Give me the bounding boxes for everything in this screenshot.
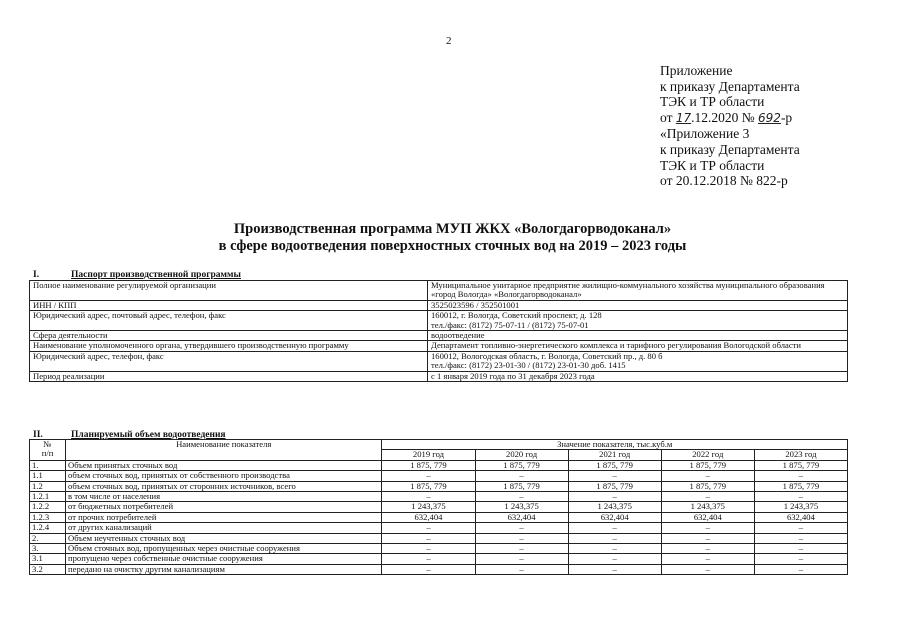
passport-value: с 1 января 2019 года по 31 декабря 2023 года (428, 371, 848, 381)
passport-row (30, 281, 848, 301)
header-year: 2019 год (382, 450, 475, 460)
row-number: 1. (30, 460, 66, 470)
row-value: 1 875, 779 (661, 460, 754, 470)
row-number: 1.1 (30, 471, 66, 481)
row-name: Объем принятых сточных вод (66, 460, 382, 470)
row-value: 1 875, 779 (475, 460, 568, 470)
passport-row (30, 331, 848, 341)
passport-value: Муниципальное унитарное предприятие жилищно-коммунального хозяйства муниципального образования «город Вологда» «Вологдагорводоканал» (428, 281, 848, 301)
section-1-heading (28, 270, 241, 280)
passport-label: Период реализации (30, 371, 428, 381)
row-value: – (754, 533, 847, 543)
row-name: пропущено через собственные очистные сооружения (66, 554, 382, 564)
passport-value: 160012, Вологодская область, г. Вологда, Советский пр., д. 80 б тел./факс: (8172) 23-01-30 / (8172) 23-01-30 доб. 1415 (428, 351, 848, 371)
row-value: – (661, 554, 754, 564)
row-value: 1 875, 779 (382, 481, 475, 491)
row-value: – (568, 471, 661, 481)
row-value: 1 875, 779 (754, 481, 847, 491)
row-value: – (568, 492, 661, 502)
row-number: 1.2.4 (30, 523, 66, 533)
row-name: объем сточных вод, принятых от сторонних источников, всего (66, 481, 382, 491)
passport-row (30, 300, 848, 310)
row-name: передано на очистку другим канализациям (66, 564, 382, 574)
row-value: 1 875, 779 (754, 460, 847, 470)
table-row (30, 460, 848, 470)
passport-row (30, 341, 848, 351)
row-value: – (382, 544, 475, 554)
row-number: 3.1 (30, 554, 66, 564)
row-value: – (568, 544, 661, 554)
row-value: – (661, 492, 754, 502)
appendix-line: ТЭК и ТР области (660, 157, 765, 173)
table-row (30, 523, 848, 533)
appendix-line: от 20.12.2018 № 822-р (660, 173, 788, 189)
row-name: Объем неучтенных сточных вод (66, 533, 382, 543)
row-value: – (754, 492, 847, 502)
row-value: – (475, 564, 568, 574)
row-value: 1 875, 779 (568, 460, 661, 470)
row-value: 632,404 (568, 512, 661, 522)
page-number: 2 (446, 35, 452, 47)
appendix-date-suffix: -р (780, 109, 793, 125)
row-value: – (754, 523, 847, 533)
row-value: 1 243,375 (661, 502, 754, 512)
row-value: – (382, 564, 475, 574)
appendix-line: к приказу Департамента (660, 141, 800, 157)
row-number: 1.2 (30, 481, 66, 491)
header-group: Значение показателя, тыс.куб.м (382, 440, 848, 450)
table-row (30, 471, 848, 481)
handwritten-number: 692 (758, 110, 781, 125)
row-value: – (661, 471, 754, 481)
passport-row (30, 351, 848, 371)
passport-value: 160012, г. Вологда, Советский проспект, д. 128 тел./факс: (8172) 75-07-11 / (8172) 75-07-01 (428, 311, 848, 331)
volume-table (29, 439, 848, 575)
appendix-date-mid: .12.2020 № (691, 109, 755, 125)
row-value: – (568, 523, 661, 533)
appendix-date-prefix: от (660, 109, 673, 125)
row-value: 632,404 (754, 512, 847, 522)
header-name: Наименование показателя (66, 440, 382, 461)
passport-value: 3525023596 / 352501001 (428, 300, 848, 310)
passport-value: водоотведение (428, 331, 848, 341)
row-value: – (382, 523, 475, 533)
row-value: – (382, 554, 475, 564)
header-num: № п/п (30, 440, 66, 461)
row-number: 3.2 (30, 564, 66, 574)
table-row (30, 512, 848, 522)
row-value: – (382, 492, 475, 502)
passport-label: Юридический адрес, почтовый адрес, телефон, факс (30, 311, 428, 331)
row-value: – (382, 471, 475, 481)
row-value: – (661, 544, 754, 554)
row-value: – (475, 554, 568, 564)
table-row (30, 533, 848, 543)
row-value: 632,404 (382, 512, 475, 522)
row-number: 1.2.2 (30, 502, 66, 512)
passport-label: Юридический адрес, телефон, факс (30, 351, 428, 371)
appendix-line: «Приложение 3 (660, 126, 750, 142)
row-value: – (661, 564, 754, 574)
row-value: – (475, 471, 568, 481)
appendix-block (660, 63, 800, 189)
row-number: 2. (30, 533, 66, 543)
section-title: Паспорт производственной программы (71, 270, 241, 280)
table-row (30, 544, 848, 554)
section-title: Планируемый объем водоотведения (71, 430, 226, 440)
row-value: – (661, 523, 754, 533)
table-row (30, 564, 848, 574)
appendix-line: Приложение (660, 63, 733, 78)
handwritten-day: 17 (675, 110, 692, 125)
row-value: 1 875, 779 (382, 460, 475, 470)
row-value: – (754, 544, 847, 554)
row-value: – (475, 544, 568, 554)
row-value: – (754, 471, 847, 481)
passport-table (29, 280, 848, 382)
row-value: – (475, 492, 568, 502)
passport-label: Сфера деятельности (30, 331, 428, 341)
row-value: 1 243,375 (382, 502, 475, 512)
row-name: от других канализаций (66, 523, 382, 533)
row-value: – (754, 564, 847, 574)
row-number: 1.2.1 (30, 492, 66, 502)
passport-label: Наименование уполномоченного органа, утвердившего производственную программу (30, 341, 428, 351)
row-value: – (661, 533, 754, 543)
header-year: 2022 год (661, 450, 754, 460)
row-value: 632,404 (661, 512, 754, 522)
appendix-date-line (660, 110, 800, 127)
appendix-line: к приказу Департамента (660, 78, 800, 94)
row-name: от бюджетных потребителей (66, 502, 382, 512)
row-value: 632,404 (475, 512, 568, 522)
document-title (0, 221, 905, 255)
table-row (30, 502, 848, 512)
section-number: I. (33, 270, 40, 280)
row-value: 1 875, 779 (475, 481, 568, 491)
row-value: – (475, 533, 568, 543)
row-number: 3. (30, 544, 66, 554)
row-value: 1 243,375 (754, 502, 847, 512)
passport-value: Департамент топливно-энергетического комплекса и тарифного регулирования Вологодской области (428, 341, 848, 351)
row-value: – (382, 533, 475, 543)
passport-row (30, 311, 848, 331)
appendix-line: ТЭК и ТР области (660, 94, 765, 110)
row-name: от прочих потребителей (66, 512, 382, 522)
row-name: в том числе от населения (66, 492, 382, 502)
table-row (30, 492, 848, 502)
title-line-2: в сфере водоотведения поверхностных сточных вод на 2019 – 2023 годы (218, 238, 687, 254)
row-value: – (754, 554, 847, 564)
table-row (30, 554, 848, 564)
row-value: – (568, 554, 661, 564)
row-value: – (568, 533, 661, 543)
table-row (30, 481, 848, 491)
row-value: 1 243,375 (475, 502, 568, 512)
passport-label: ИНН / КПП (30, 300, 428, 310)
passport-row (30, 371, 848, 381)
row-value: 1 875, 779 (568, 481, 661, 491)
row-value: – (568, 564, 661, 574)
header-year: 2021 год (568, 450, 661, 460)
row-name: Объем сточных вод, пропущенных через очистные сооружения (66, 544, 382, 554)
row-value: 1 243,375 (568, 502, 661, 512)
header-year: 2020 год (475, 450, 568, 460)
title-line-1: Производственная программа МУП ЖКХ «Вологдагорводоканал» (233, 221, 672, 237)
passport-label: Полное наименование регулируемой организации (30, 281, 428, 301)
row-value: 1 875, 779 (661, 481, 754, 491)
row-value: – (475, 523, 568, 533)
section-number: II. (33, 430, 43, 440)
row-name: объем сточных вод, принятых от собственного производства (66, 471, 382, 481)
row-number: 1.2.3 (30, 512, 66, 522)
header-year: 2023 год (754, 450, 847, 460)
